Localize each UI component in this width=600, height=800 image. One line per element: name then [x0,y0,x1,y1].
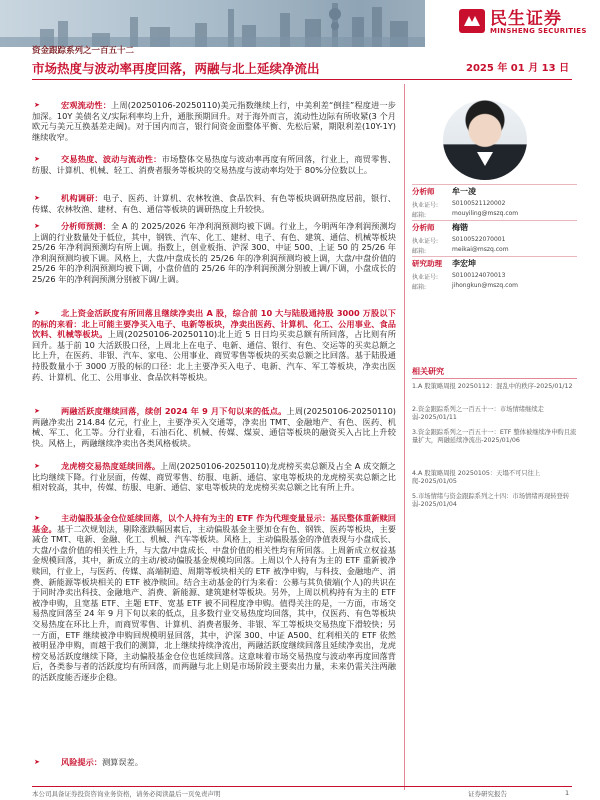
para-lead: 主动偏股基金仓位延续回落，以个人持有为主的 ETF 作为代理变量显示：基民整体重新赎回基金。 [32,513,396,534]
bullet-icon: ➤ [34,758,40,766]
report-title: 市场热度与波动率再度回落，两融与北上延续净流出 [32,61,320,76]
analyst-role: 分析师 [412,187,435,196]
column-divider [404,84,405,790]
mail-address[interactable]: meikai@mszq.com [452,246,509,253]
cert-number: S0100124070013 [452,272,506,279]
bullet-icon: ➤ [34,101,40,109]
bullet-icon: ➤ [34,309,40,317]
para-trading-heat [32,154,396,175]
cert-label: 执业证号: [412,238,439,245]
para-lead: 风险提示： [61,757,102,767]
page-number: 1 [565,789,570,797]
para-analyst-forecast [32,221,396,285]
analyst-role: 分析师 [412,223,435,232]
mail-address[interactable]: mouyiling@mszq.com [452,210,519,217]
mail-label: 邮箱: [412,212,427,219]
title-rule [32,79,572,80]
mail-address[interactable]: jihongkun@mszq.com [452,282,518,289]
para-lead: 北上资金活跃度有所回落且继续净卖出 A 股，综合前 10 大与陆股通持股 3000 万股以下的标的来看：北上可能主要净买入电子、电新等板块，净卖出医药、计算机、化工、公用事业、食品饮料、机械等板块。 [32,308,396,340]
related-rule [412,378,577,379]
para-lead: 两融活跃度继续回落，续创 2024 年 9 月下旬以来的低点。 [61,406,287,416]
minsheng-logo-icon [459,9,485,33]
para-body: 上周(20250106-20250110)龙虎榜买卖总额及占全 A 成交额之比均继续下降。行业层面，传媒、商贸零售、纺服、电新、通信、家电等板块的龙虎榜买卖总额之比相对较高，其中，传媒、纺服、电新、通信、家电等板块的龙虎榜买卖总额之比有所上升。 [32,461,396,493]
para-active-funds [32,513,396,683]
para-lead: 机构调研： [61,193,103,203]
para-lead: 交易热度、波动与流动性： [61,154,162,164]
mail-label: 邮箱: [412,284,427,291]
para-margin-trading [32,406,396,448]
para-northbound [32,308,396,382]
related-item[interactable]: 5.市场情绪与资金跟踪系列之十四：市场情绪再现转登转弱-2025/01/04 [412,493,570,508]
para-macro-liquidity [32,100,396,142]
report-date: 2025 年 01 月 13 日 [466,63,570,74]
para-risk [32,757,396,768]
cert-number: S0100522070001 [452,236,506,243]
para-institution-research [32,193,396,214]
para-body: 上周(20250106-20250110)北上近 5 日日均买卖总额有所回落，占比则有所回升。基于前 10 大活跃股口径，上周北上在电子、电新、通信、银行、有色、交运等的买卖总额之比上升，在医药、非银、汽车、家电、公用事业、商贸零售等板块的买卖总额之比回落。基于陆股通持股数量小于 3000 万股的标的口径：北上主要净买入电子、电新、汽车、军工等板块，净卖出医药、计算机、化工、公用事业、食品饮料等板块。 [32,329,396,382]
para-dragon-tiger [32,461,396,493]
analyst-name: 梅锴 [452,223,468,232]
cert-label: 执业证号: [412,274,439,281]
logo-text-cn: 民生证券 [490,9,562,29]
divider [412,220,577,221]
divider [412,256,577,257]
para-body: 上周(20250106-20250110)两融净卖出 214.84 亿元，行业上，主要净买入交通等，净卖出 TMT、金融地产、有色、医药、机械、军工、化工等。分行业看，石油石化、机械、传媒、煤炭、通信等板块的融资买入占比上升较快。风格上，两融继续净卖出各类风格板块。 [32,406,396,448]
para-body: 市场整体交易热度与波动率再度有所回落，行业上，商贸零售、纺服、计算机、机械、轻工、消费者服务等板块的交易热度与波动率均处于 80%分位数以上。 [32,154,396,175]
analyst-role: 研究助理 [412,259,442,268]
related-item[interactable]: 3.资金跟踪系列之一百五十一：ETF 整体被继续净申购且流量扩大，两融延续净流出-2025/01/06 [412,429,577,444]
bullet-icon: ➤ [34,155,40,163]
footer-rule [32,786,572,787]
para-lead: 龙虎榜交易热度延续回落。 [61,461,161,471]
analyst-name: 牟一凌 [452,187,476,196]
footer-report-type: 证券研究报告 [468,790,507,798]
para-lead: 宏观流动性： [61,100,112,110]
related-item[interactable]: 1.A 股策略周报 20250112：混乱中的秩序-2025/01/12 [412,383,573,390]
bullet-icon: ➤ [34,194,40,202]
series-label: 资金跟踪系列之一百五十二 [32,46,135,56]
divider [412,184,577,185]
bullet-icon: ➤ [34,407,40,415]
para-body: 电子、医药、计算机、农林牧渔、食品饮料、有色等板块调研热度居前，银行、传媒、农林牧渔、建材、有色、通信等板块的调研热度上升较快。 [32,193,396,214]
logo-text-en: MINSHENG SECURITIES [490,27,587,35]
related-research-title: 相关研究 [412,367,444,376]
bullet-icon: ➤ [34,222,40,230]
cert-number: S0100521120002 [452,200,506,207]
mail-label: 邮箱: [412,248,427,255]
para-body: 上周(20250106-20250110)美元指数继续上行，中美利差“倒挂”程度进一步加深。10Y 美债名义/实际利率均上升，通胀预期回升。对于海外而言，流动性边际有所收紧(3 个月欧元与美元互换基差走阔)。对于国内而言，银行间资金面整体平衡、先松后紧，期限利差(10Y-1Y)继续收窄。 [32,100,396,142]
cert-label: 执业证号: [412,202,439,209]
para-body: 基于二次规划法，剔除涨跌幅因素后，主动偏股基金主要加仓有色、钢铁、医药等板块，主要减仓 TMT、电新、金融、化工、机械、汽车等板块。风格上，主动偏股基金的净值表现与小盘成长、大盘/小盘价值的相关性上升，与大盘/中盘成长、中盘价值的相关性均有所回落。上周新成立权益基金规模回落，其中，新成立的主动/被动偏股基金规模均回落。上周以个人持有为主的 ETF 重新被净赎回，行业上，与医药、传媒、高端制造、周期等板块相关的 ETF 被净申购，与科技、金融地产、消费、新能源等板块相关的 ETF 被净赎回。结合主动基金的行为来看：公募与其负债端(个人)的共识在于同时净卖出科技、金融地产、消费、新能源、建筑建材等板块。另外，上周以机构持有为主的 ETF 被净申购，且宽基 ETF、主题 ETF、宽基 ETF 被不同程度净申购。值得关注的是，一方面，市场交易热度回落至 24 年 9 月下旬以来的低点，且多数行业交易热度均回落，其中，仅医药、有色等板块交易热度在环比上升，而商贸零售、计算机、消费者服务、非银、军工等板块交易热度下滑较快；另一方面，ETF 继续被净申购回规模明显回落，其中，沪深 300、中证 A500、红利相关的 ETF 依然被明显净申购，而越于我们的测算，北上继续持续净流出，两融活跃度继续回落且延续净卖出，龙虎榜交易活跃度继续下降，主动偏股基金仓位也延续回落。这意味着市场交易热度与波动率再度回落背后，各类参与者的活跃度均有所回落，而两融与北上则是市场阶段主要卖出力量，未来仍需关注两融的活跃度能否逐步企稳。 [32,523,396,682]
bullet-icon: ➤ [34,514,40,522]
para-lead: 分析师预测： [61,221,111,231]
analyst-photo [443,100,527,180]
analyst-name: 李宏坤 [452,259,476,268]
related-item[interactable]: 2.资金跟踪系列之一百五十一：市场情绪继续走弱-2025/01/11 [412,406,544,421]
para-body: 测算误差。 [101,757,143,767]
footer-disclaimer: 本公司具备证券投资咨询业务资格，请务必阅读最后一页免责声明 [32,790,221,798]
para-body: 全 A 的 2025/2026 年净利润预测均被下调。行业上，今明两年净利润预测均上调的行业数量处于低位，其中，钢铁、汽车、化工、建材、电子、有色、建筑、通信、机械等板块 25/26 年净利润预测均有所上调。指数上，创业板指、沪深 300、中证 500、上证 50 的 25/26 年净利润预测均被下调。风格上，大盘/中盘成长的 25/26 年的净利润预测均被上调，大盘/中盘价值的 25/26 年的净利润预测均被下调，小盘价值的 25/26 年的净利润预测分别被上调/下调，小盘成长的 25/26 年的净利润预测分别被下调/上调。 [32,221,396,284]
bullet-icon: ➤ [34,462,40,470]
related-item[interactable]: 4.A 股策略周报 20250105：天塌不可只往上爬-2025/01/05 [412,470,541,485]
